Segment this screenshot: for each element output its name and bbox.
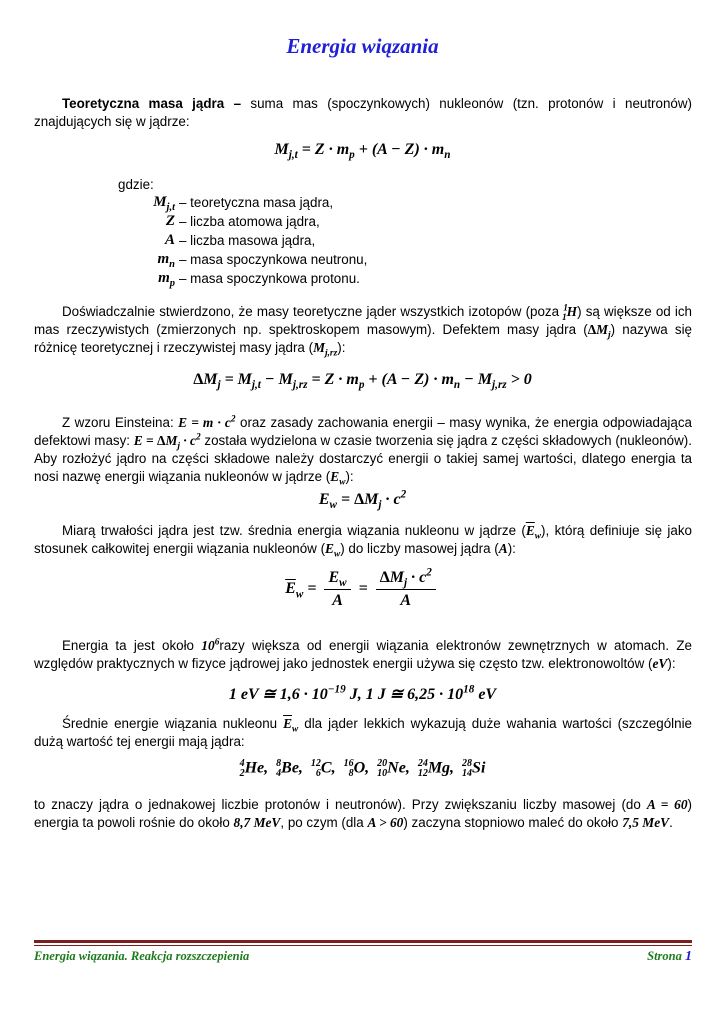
isotope: 28 14Si	[462, 758, 486, 779]
definition-row: Z – liczba atomowa jądra,	[165, 213, 320, 229]
paragraph-electronvolt: Energia ta jest około $10^6razy$ większa od energii wiązania elektronów zewnętrznych w atomach. Ze względów praktycznych w fizyce jądrowej jako jednostek energii używa się często tzw. elektronowoltów (eV):	[34, 637, 692, 671]
paragraph-light-nuclei: Średnie energie wiązania nukleonu $\overline{E}_w$ dla jąder lekkich wykazują duże wahania wartości (szczególnie dużą wartość tej energii mają jądra:	[34, 716, 692, 749]
equation-mass-defect: $\Delta M_j = M_{j,t} - M_{j,rz} = Z \cdot m_p + (A - Z) \cdot m_n - M_{j,rz} > 0$	[193, 371, 532, 392]
equation-binding-energy: $E_w = \Delta M_j \cdot c^2$	[318, 488, 407, 512]
label-gdzie: gdzie:	[118, 177, 154, 192]
definition-row: $m_n$ – masa spoczynkowa neutronu,	[157, 251, 368, 270]
fraction: $\frac{\Delta M_j \cdot c^2}{A}$	[376, 569, 436, 610]
paragraph-einstein: Z wzoru Einsteina: $E = m \cdot c^2$ oraz zasady zachowania energii – masy wynika, że energia odpowiadająca defektowi masy: $E = \Delta M_j \cdot c^2$ została wydzielona w czasie tworzenia się jądra z części składowych (nukleonów). Aby rozłożyć jądro na części składowe należy dostarczyć energii o takiej samej wartości, dlatego energia ta nosi nazwę energii wiązania nukleonów w jądrze $(E_w)$:	[34, 414, 692, 488]
paragraph-mass-defect: Doświadczalnie stwierdzono, że masy teoretyczne jąder wszystkich izotopów (poza $^1_1$H) są większe od ich mas rzeczywistych (zmierzonych np. spektroskopem masowym). Defektem masy jądra $(\Delta M_j)$ nazywa się różnicę teoretycznej i rzeczywistej masy jądra $(M_{j,rz})$:	[34, 303, 693, 359]
term-theoretical-mass: Teoretyczna masa jądra –	[62, 96, 242, 111]
equation-average-energy: $\overline{E}_w$ = $\frac{E_w}{A}$ = $\frac{\Delta M_j \cdot c^2}{A}$	[0, 569, 725, 610]
equation-unit-conversion: 1 eV ≅ $1,6 \cdot 10^{-19}$ J, 1 J ≅ $6,25 \cdot 10^{18}$ eV	[228, 683, 497, 703]
footer-rule	[34, 940, 692, 943]
isotope: 24 12Mg,	[417, 758, 455, 779]
isotope: 4 2He,	[239, 758, 269, 779]
definition-row: $M_{j,t}$ – teoretyczna masa jądra,	[153, 194, 334, 213]
isotope: 12 6C,	[310, 758, 336, 779]
footer-rule-thin	[34, 945, 692, 946]
definition-row: A – liczba masowa jądra,	[164, 232, 316, 248]
isotope-list	[0, 759, 725, 779]
footer-page-number: Strona 1	[647, 949, 692, 964]
footer-title: Energia wiązania. Reakcja rozszczepienia	[34, 949, 250, 963]
equation-theoretical-mass: $M_{j,t} = Z \cdot m_p + (A - Z) \cdot m_n$	[274, 141, 451, 162]
isotope: 8 4Be,	[276, 758, 303, 779]
definition-row: $m_p$ – masa spoczynkowa protonu.	[158, 270, 360, 289]
page-title: Energia wiązania	[286, 34, 439, 58]
paragraph-average-energy: Miarą trwałości jądra jest tzw. średnia energia wiązania nukleonu w jądrze $(\overline{E}_w)$, którą definiuje się jako stosunek całkowitej energii wiązania nukleonów $(E_w)$ do liczby masowej jądra (A):	[34, 523, 692, 560]
isotope: 20 10Ne,	[377, 758, 410, 779]
isotope: 16 8O,	[343, 758, 370, 779]
paragraph-definition: Teoretyczna masa jądra – suma mas (spoczynkowych) nukleonów (tzn. protonów i neutronów) znajdujących się w jądrze:	[34, 96, 692, 129]
symbol-definitions	[120, 193, 367, 288]
paragraph-mass-number-trend: to znaczy jądra o jednakowej liczbie protonów i neutronów). Przy zwiększaniu liczby masowej (do A = 60) energia ta powoli rośnie do około 8,7 MeV, po czym (dla A > 60) zaczyna stopniowo maleć do około 7,5 MeV.	[34, 797, 692, 830]
fraction: $\frac{E_w}{A}$	[324, 569, 350, 610]
